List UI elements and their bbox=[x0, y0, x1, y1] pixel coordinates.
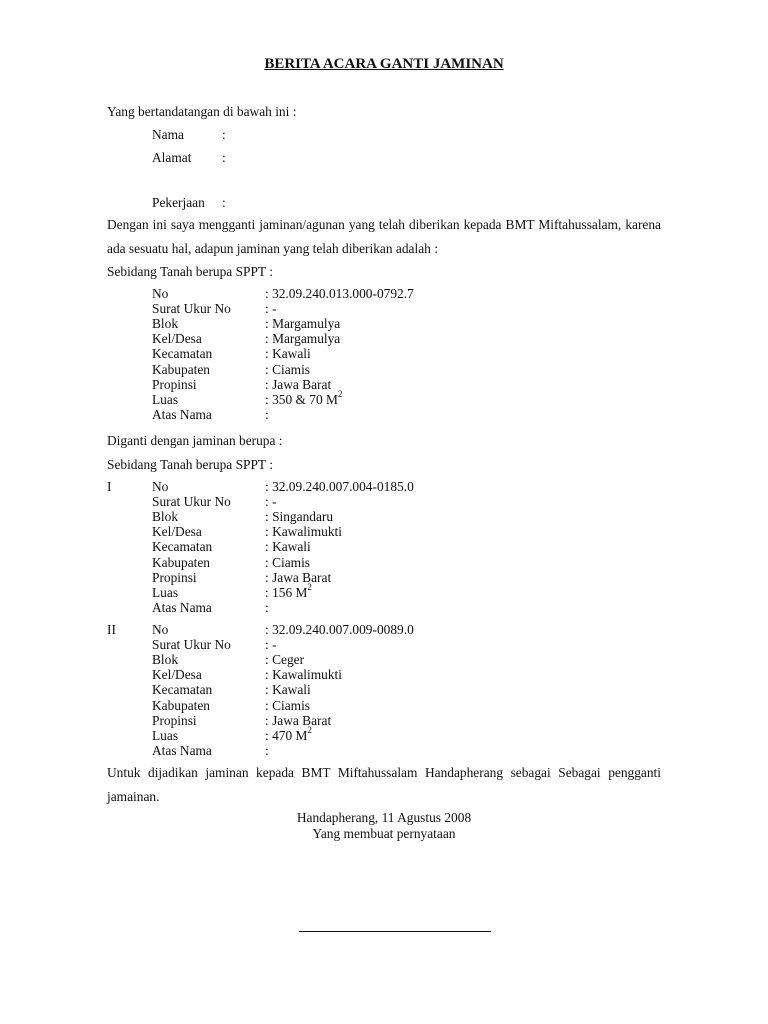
original-row-value: : Margamulya bbox=[265, 331, 341, 347]
replacement-1-row-label: Propinsi bbox=[152, 569, 197, 585]
replacement-2-row-label: Propinsi bbox=[152, 712, 197, 728]
replacement-1-row-label: Atas Nama bbox=[152, 599, 212, 615]
replacement-1-row-label: No bbox=[152, 479, 169, 494]
original-row-value: : bbox=[265, 406, 269, 422]
replacement-1-row-value: : Kawali bbox=[265, 539, 311, 555]
original-row-value: : Ciamis bbox=[265, 361, 311, 377]
original-heading: Sebidang Tanah berupa SPPT : bbox=[107, 264, 273, 279]
replacement-1-row-label: Luas bbox=[152, 584, 179, 600]
original-row-label: Kel/Desa bbox=[152, 331, 202, 347]
original-row-label: Kabupaten bbox=[152, 361, 211, 377]
replacement-1-row-label: Kecamatan bbox=[152, 539, 213, 555]
replacement-2-row-value: : - bbox=[265, 637, 277, 653]
signer-address-label: Alamat bbox=[152, 150, 192, 165]
replacement-2-numeral: II bbox=[107, 622, 116, 637]
replacement-2-row-label: Kel/Desa bbox=[152, 667, 202, 683]
replacement-1-row-value: : 156 $M^2$ bbox=[265, 582, 312, 600]
replacement-2-row-value: : 32.09.240.007.009-0089.0 bbox=[265, 622, 414, 637]
replacement-2-row-label: Luas bbox=[152, 727, 179, 743]
original-row-label: Luas bbox=[152, 391, 179, 407]
replacement-1-row-value: : 32.09.240.007.004-0185.0 bbox=[265, 479, 414, 494]
replacement-2-row-value: : Ceger bbox=[265, 652, 305, 668]
replacement-1-row-unit-superscript: 2 bbox=[307, 582, 312, 593]
replacement-2-row-label: Kecamatan bbox=[152, 682, 213, 698]
replacement-2-row-value: : 470 $M^2$ bbox=[265, 725, 312, 743]
replacement-2-row-value: : Kawali bbox=[265, 682, 311, 698]
statement-paragraph: Dengan ini saya mengganti jaminan/agunan yang telah diberikan kepada BMT Miftahussalam, karena ada sesuatu hal, adapun jaminan yang telah diberikan adalah : bbox=[107, 217, 661, 256]
original-row-label: Surat Ukur No bbox=[152, 301, 231, 317]
original-row-label: Atas Nama bbox=[152, 406, 212, 422]
replacement-1-row-label: Blok bbox=[152, 509, 179, 525]
original-row-label: No bbox=[152, 286, 169, 301]
document-title: BERITA ACARA GANTI JAMINAN bbox=[264, 56, 504, 72]
replacement-2-row-label: Blok bbox=[152, 652, 179, 668]
replacement-2-row-label: Surat Ukur No bbox=[152, 637, 231, 653]
replacement-1-row-value: : bbox=[265, 599, 269, 615]
replacement-2-row-unit-superscript: 2 bbox=[307, 725, 312, 736]
original-row-label: Blok bbox=[152, 316, 179, 332]
original-row-label: Kecamatan bbox=[152, 346, 213, 362]
original-row-value: : 32.09.240.013.000-0792.7 bbox=[265, 286, 414, 301]
replacement-1-row-value: : Kawalimukti bbox=[265, 524, 342, 540]
replacement-1-row-value: : Ciamis bbox=[265, 554, 311, 570]
replacement-2-row-value: : Kawalimukti bbox=[265, 667, 342, 683]
original-row-value: : 350 & 70 $M^2$ bbox=[265, 389, 343, 407]
replacement-2-row-value: : Jawa Barat bbox=[265, 712, 332, 728]
original-row-value: : Kawali bbox=[265, 346, 311, 362]
replacement-2-row-label: Atas Nama bbox=[152, 742, 212, 758]
replacement-2-row-value: : bbox=[265, 742, 269, 758]
replaced-intro: Diganti dengan jaminan berupa : bbox=[107, 433, 283, 448]
replacement-1-numeral: I bbox=[107, 479, 112, 494]
intro-text: Yang bertandatangan di bawah ini : bbox=[107, 104, 297, 119]
original-row-label: Propinsi bbox=[152, 376, 197, 392]
signer-name-sep: : bbox=[222, 127, 226, 142]
replacement-1-row-value: : Singandaru bbox=[265, 509, 334, 525]
signer-occupation-sep: : bbox=[222, 195, 226, 210]
replacement-1-row-label: Kel/Desa bbox=[152, 524, 202, 540]
replacement-1-row-label: Kabupaten bbox=[152, 554, 211, 570]
replacement-2-row-label: Kabupaten bbox=[152, 697, 211, 713]
replacement-1-row-value: : Jawa Barat bbox=[265, 569, 332, 585]
replacement-1-row-value: : - bbox=[265, 494, 277, 510]
original-row-value: : Jawa Barat bbox=[265, 376, 332, 392]
replacement-2-row-label: No bbox=[152, 622, 169, 637]
signer-caption: Yang membuat pernyataan bbox=[312, 826, 456, 841]
signature-line bbox=[299, 931, 491, 932]
closing-paragraph: Untuk dijadikan jaminan kepada BMT Miftahussalam Handapherang sebagai Sebagai pengganti jamainan. bbox=[107, 765, 661, 804]
original-row-value: : Margamulya bbox=[265, 316, 341, 332]
replacement-2-row-value: : Ciamis bbox=[265, 697, 311, 713]
signer-address-sep: : bbox=[222, 150, 226, 165]
replacement-1-row-label: Surat Ukur No bbox=[152, 494, 231, 510]
original-row-value: : - bbox=[265, 301, 277, 317]
replaced-heading: Sebidang Tanah berupa SPPT : bbox=[107, 457, 273, 472]
place-date: Handapherang, 11 Agustus 2008 bbox=[296, 810, 472, 825]
signer-occupation-label: Pekerjaan bbox=[152, 195, 205, 210]
original-row-unit-superscript: 2 bbox=[337, 389, 343, 400]
signer-name-label: Nama bbox=[152, 127, 184, 142]
